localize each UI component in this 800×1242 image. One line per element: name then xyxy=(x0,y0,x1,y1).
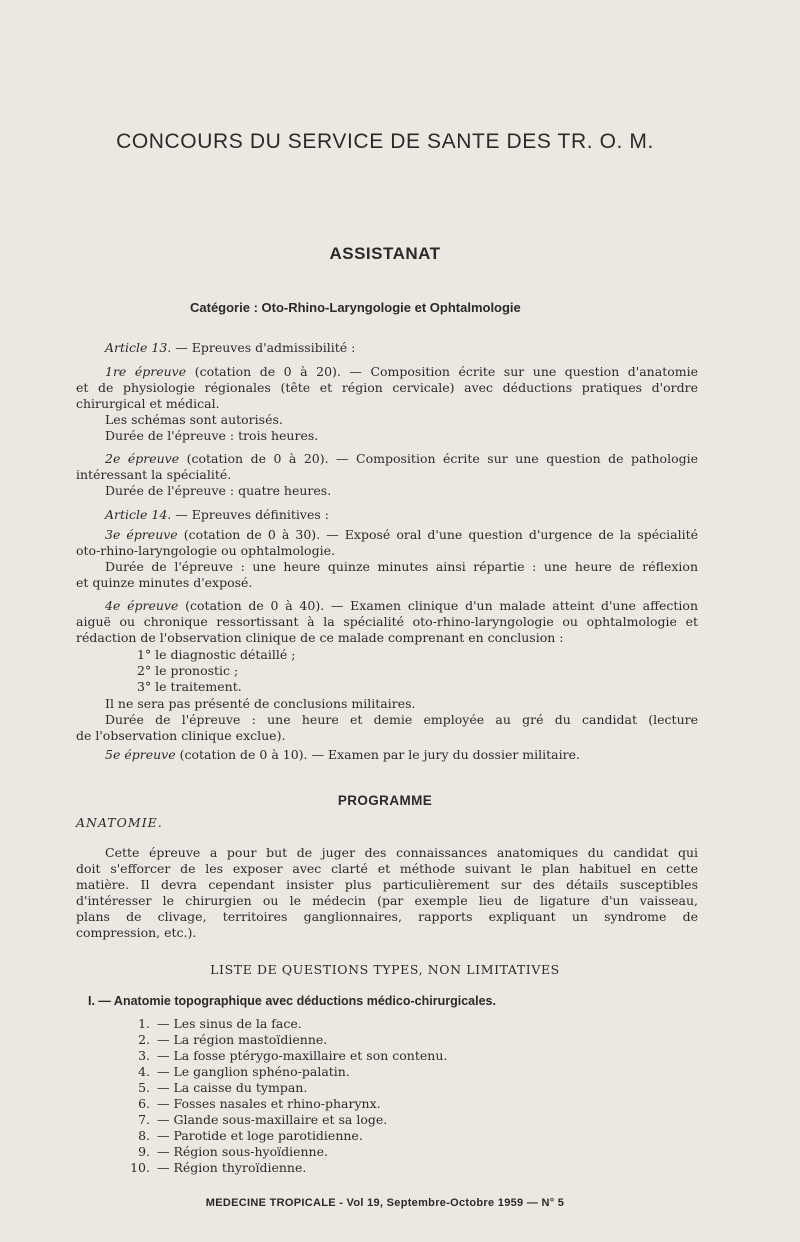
section-i-heading: I. — Anatomie topographique avec déductions médico-chirurgicales. xyxy=(88,994,496,1008)
epreuve-4-point-1: 1° le diagnostic détaillé ; xyxy=(137,647,296,662)
document-title: CONCOURS DU SERVICE DE SANTE DES TR. O. M. xyxy=(116,130,654,153)
epreuve-4-line-3: rédaction de l'observation clinique de ce malade comprenant en conclusion : xyxy=(76,630,564,645)
page-footer: MEDECINE TROPICALE - Vol 19, Septembre-Octobre 1959 — N° 5 xyxy=(205,1197,565,1209)
programme-heading: PROGRAMME xyxy=(337,793,433,808)
epreuve-4-duree-1: Durée de l'épreuve : une heure et demie employée au gré du candidat (lecture xyxy=(105,712,698,727)
epreuve-1-duree: Durée de l'épreuve : trois heures. xyxy=(105,428,319,443)
epreuve-3-duree-1: Durée de l'épreuve : une heure quinze minutes ainsi répartie : une heure de réflexion xyxy=(105,559,698,574)
article-13-title: — Epreuves d'admissibilité : xyxy=(171,340,356,355)
epreuve-4-point-2: 2° le pronostic ; xyxy=(137,663,239,678)
epreuve-3-line-1: 3e épreuve (cotation de 0 à 30). — Exposé oral d'une question d'urgence de la spécialité xyxy=(105,527,699,542)
epreuve-4-duree-2: de l'observation clinique exclue). xyxy=(76,728,286,743)
anatomie-line-1: Cette épreuve a pour but de juger des connaissances anatomiques du candidat qui xyxy=(105,845,698,860)
epreuve-3-label: 3e épreuve xyxy=(105,527,178,542)
epreuve-1-line-1: 1re épreuve (cotation de 0 à 20). — Composition écrite sur une question d'anatomie xyxy=(105,364,698,379)
epreuve-3-line-2: oto-rhino-laryngologie ou ophtalmologie. xyxy=(76,543,335,558)
epreuve-1-line-2: et de physiologie régionales (tête et région cervicale) avec déductions pratiques d'ordre xyxy=(76,380,698,395)
article-14-label: Article 14. xyxy=(105,507,172,522)
document-page: CONCOURS DU SERVICE DE SANTE DES TR. O. M. ASSISTANAT Catégorie : Oto-Rhino-Laryngologie et Ophtalmologie Article 13. — Epreuves d'admissibilité : 1re épreuve (cotation de 0 à 20). — Composition écrite sur une question d'anatomie et de physiologie régionales (tête et région cervicale) avec déductions pratiques d'ordre chirurgical et médical. Les schémas sont autorisés. Durée de l'épreuve : trois heures. 2e épreuve (cotation de 0 à 20). — Composition écrite sur une question de pathologie intéressant la spécialité. Durée de l'épreuve : quatre heures. Article 14. — Epreuves définitives : 3e épreuve (cotation de 0 à 30). — Exposé oral d'une question d'urgence de la spécialité oto-rhino-laryngologie ou ophtalmologie. Durée de l'épreuve : une heure quinze minutes ainsi répartie : une heure de réflexion et quinze minutes d'exposé. 4e épreuve (cotation de 0 à 40). — Examen clinique d'un malade atteint d'une affection aiguë ou chronique ressortissant à la spécialité oto-rhino-laryngologie ou ophtalmologie et rédaction de l'observation clinique de ce malade comprenant en conclusion : 1° le diagnostic détaillé ; 2° le pronostic ; 3° le traitement. Il ne sera pas présenté de conclusions militaires. Durée de l'épreuve : une heure et demie employée au gré du candidat (lecture de l'observation clinique exclue). 5e épreuve (cotation de 0 à 10). — Examen par le jury du dossier militaire. PROGRAMME ANATOMIE. Cette épreuve a pour but de juger des connaissances anatomiques du candidat qui doit s'efforcer de les exposer avec clarté et méthode suivant le plan habituel en cette matière. Il devra cependant insister plus particulièrement sur des détails susceptibles d'intéresser le chirurgien ou le médecin (par exemple lieu de ligature d'un vaisseau, plans de clivage, territoires ganglionnaires, rapports expliquant un syndrome de compression, etc.). LISTE DE QUESTIONS TYPES, NON LIMITATIVES I. — Anatomie topographique avec déductions médico-chirurgicales. 1. — Les sinus de la face. 2. — La région mastoïdienne. 3. — La fosse ptérygo-maxillaire et son contenu. 4. — Le ganglion sphéno-palatin. 5. — La caisse du tympan. 6. — Fosses nasales et rhino-pharynx. 7. — Glande sous-maxillaire et sa loge. 8. — Parotide et loge parotidienne. 9. — Région sous-hyoïdienne. 10. — Région thyroïdienne. MEDECINE TROPICALE - Vol 19, Septembre-Octobre 1959 — N° 5 xyxy=(0,0,800,1242)
article-13-label: Article 13. xyxy=(105,340,172,355)
epreuve-1-label: 1re épreuve xyxy=(105,364,187,379)
anatomie-line-2: doit s'efforcer de les exposer avec clarté et méthode suivant le plan habituel en cette xyxy=(76,861,698,876)
epreuve-4-militaires: Il ne sera pas présenté de conclusions militaires. xyxy=(105,696,416,711)
epreuve-2-duree: Durée de l'épreuve : quatre heures. xyxy=(105,483,332,498)
epreuve-5-label: 5e épreuve xyxy=(105,747,176,762)
category-heading: Catégorie : Oto-Rhino-Laryngologie et Ophtalmologie xyxy=(190,300,521,315)
epreuve-4-label: 4e épreuve xyxy=(105,598,179,613)
epreuve-3-duree-2: et quinze minutes d'exposé. xyxy=(76,575,253,590)
anatomie-line-3: matière. Il devra cependant insister plus particulièrement sur des détails susceptibles xyxy=(76,877,698,892)
epreuve-2-line-1: 2e épreuve (cotation de 0 à 20). — Composition écrite sur une question de pathologie xyxy=(105,451,698,466)
epreuve-2-label: 2e épreuve xyxy=(105,451,180,466)
article-14-heading xyxy=(105,507,698,523)
liste-heading: LISTE DE QUESTIONS TYPES, NON LIMITATIVES xyxy=(210,962,560,977)
epreuve-1-schemas: Les schémas sont autorisés. xyxy=(105,412,283,427)
epreuve-1-line-3: chirurgical et médical. xyxy=(76,396,220,411)
epreuve-4-line-2: aiguë ou chronique ressortissant à la spécialité oto-rhino-laryngologie ou ophtalmologie et xyxy=(76,614,698,629)
anatomie-line-4: d'intéresser le chirurgien ou le médecin (par exemple lieu de ligature d'un vaisseau, xyxy=(76,893,698,908)
anatomie-heading: ANATOMIE. xyxy=(76,815,163,830)
article-13-heading xyxy=(105,340,698,356)
anatomie-line-6: compression, etc.). xyxy=(76,925,197,940)
epreuve-5-line: 5e épreuve (cotation de 0 à 10). — Examen par le jury du dossier militaire. xyxy=(105,747,580,762)
epreuve-4-point-3: 3° le traitement. xyxy=(137,679,242,694)
epreuve-4-line-1: 4e épreuve (cotation de 0 à 40). — Examen clinique d'un malade atteint d'une affection xyxy=(105,598,698,613)
article-14-title: — Epreuves définitives : xyxy=(171,507,329,522)
epreuve-2-line-2: intéressant la spécialité. xyxy=(76,467,232,482)
section-title: ASSISTANAT xyxy=(329,244,441,263)
anatomie-line-5: plans de clivage, territoires ganglionnaires, rapports expliquant un syndrome de xyxy=(76,909,698,924)
